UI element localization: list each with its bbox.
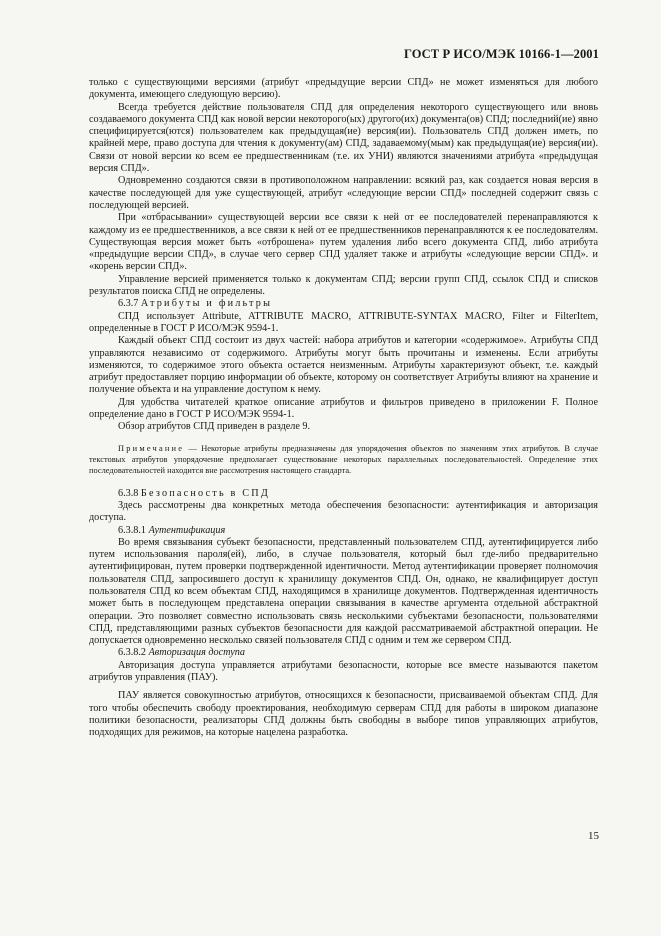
section-number: 6.3.8.2 [118, 647, 147, 659]
note-label: Примечание [118, 443, 185, 453]
paragraph: Каждый объект СПД состоит из двух частей: набора атрибутов и категории «содержимое». Атрибуты СПД управляются независимо от содержимого. Атрибуты могут быть прочитаны и изменены. Если атрибуты изменяются, то содержимое этого объекта остается неизменным. Атрибуты характеризуют объект, т.е. каждый атрибут предоставляет порцию информации об объекте, которому он соответствует Атрибуты влияют на хранение и получение объекта и на управление доступом к нему. [89, 335, 598, 396]
paragraph: Обзор атрибутов СПД приведен в разделе 9. [118, 421, 311, 433]
section-heading-6-3-7 [89, 298, 598, 310]
note-text [89, 443, 598, 476]
paragraph: СПД использует Attribute, ATTRIBUTE MACRO, ATTRIBUTE-SYNTAX MACRO, Filter и FilterItem, определенные в ГОСТ Р ИСО/МЭК 9594-1. [89, 310, 598, 334]
section-number: 6.3.7 [118, 298, 139, 310]
section-heading-6-3-8-2 [89, 647, 598, 659]
section-number: 6.3.8.1 [118, 524, 147, 536]
section-title: Авторизация доступа [148, 647, 245, 659]
standard-header: ГОСТ Р ИСО/МЭК 10166-1—2001 [403, 47, 599, 61]
document-body [89, 77, 598, 740]
paragraph: только с существующими версиями (атрибут «предыдущие версии СПД» не может изменяться для любого документа, имеющего следующую версию). [89, 77, 598, 101]
page-number: 15 [588, 830, 599, 842]
paragraph: Здесь рассмотрены два конкретных метода обеспечения безопасности: аутентификация и авторизация доступа. [89, 499, 598, 524]
section-number: 6.3.8 [118, 487, 139, 499]
section-heading-6-3-8-1 [89, 525, 598, 537]
paragraph: Всегда требуется действие пользователя СПД для определения некоторого существующего или вновь создаваемого документа СПД как новой версии некоторого(ых) другого(их) документа(ов) СПД; последний(ие) явно специфицируется(ются) пользователем как предыдущая(ие) версия(ии). Пользователь СПД должен иметь, по крайней мере, право доступа для чтения к документу(ам) СПД, задаваемому(мым) как предыдущая(ие) версия(ии). Связи от новой версии ко всем ее предшественникам (т.е. их УНИ) являются значениями атрибута «предыдущая версия СПД». [89, 101, 598, 175]
section-title: Безопасность в СПД [140, 487, 270, 499]
paragraph: Управление версией применяется только к документам СПД; версии групп СПД, ссылок СПД и списков результатов поиска СПД не определены. [89, 273, 598, 298]
paragraph: Для удобства читателей краткое описание атрибутов и фильтров приведено в приложении F. Полное определение дано в ГОСТ Р ИСО/МЭК 9594-1. [89, 396, 598, 421]
paragraph: Во время связывания субъект безопасности, представленный пользователем СПД, аутентифицируется либо путем использования пароля(ей), либо, в случае пользователя, который был где-либо предварительно аутентифицирован, путем проверки подтвержденной идентичности. Метод аутентификации проверяет полномочия пользователя СПД, запросившего доступ к хранилищу документов СПД. Он, однако, не квалифицирует доступ пользователя СПД ко всем объектам СПД, находящимся в хранилище документов. Подтвержденная идентичность может быть в последующем представлена операции связывания в качестве аргумента отдельной абстрактной операции. Это позволяет совместно использовать связь несколькими субъектами безопасности, пользователями СПД, представляющими разных субъектов безопасности для каждой рассматриваемой абстрактной операции. Не допускается одновременно несколько связей пользователя СПД с одним и тем же сервером СПД. [89, 536, 598, 647]
section-heading-6-3-8 [89, 488, 598, 500]
paragraph: При «отбрасывании» существующей версии все связи к ней от ее последователей перенаправляются к каждому из ее предшественников, а все связи к ней от ее предшественников перенаправляются к ее последователям. Существующая версия может быть «отброшена» путем удаления либо всего документа СПД, либо атрибута «предыдущие версии СПД», в случае чего сервер СПД удаляет также и атрибуты «следующие версии СПД». и «корень версии СПД». [89, 212, 598, 273]
paragraph: ПАУ является совокупностью атрибутов, относящихся к безопасности, присваиваемой объектам СПД. Для того чтобы обеспечить свободу проектирования, необходимую серверам СПД для работы в широком диапазоне политики безопасности, реализаторы СПД должны быть свободны в выборе типов управляющих атрибутов, подходящих для режимов, на которые нацелена разработка. [89, 690, 598, 739]
section-title: Аутентификация [148, 524, 226, 536]
paragraph: Авторизация доступа управляется атрибутами безопасности, которые все вместе называются пакетом атрибутов управления (ПАУ). [89, 659, 598, 684]
paragraph: Одновременно создаются связи в противоположном направлении: всякий раз, как создается новая версия в качестве последующей для уже существующей, атрибут «следующие версии СПД» последней содержит связь с последующей версией. [89, 175, 598, 211]
note-body: — Некоторые атрибуты предназначены для упорядочения объектов по значениям этих атрибутов. В случае текстовых атрибутов упорядочение предполагает существование некоторых параллельных последовательностей. Определение этих последовательностей находится вне рассмотрения настоящего стандарта. [89, 443, 599, 475]
note-block [89, 443, 598, 476]
section-title: Атрибуты и фильтры [140, 298, 273, 310]
